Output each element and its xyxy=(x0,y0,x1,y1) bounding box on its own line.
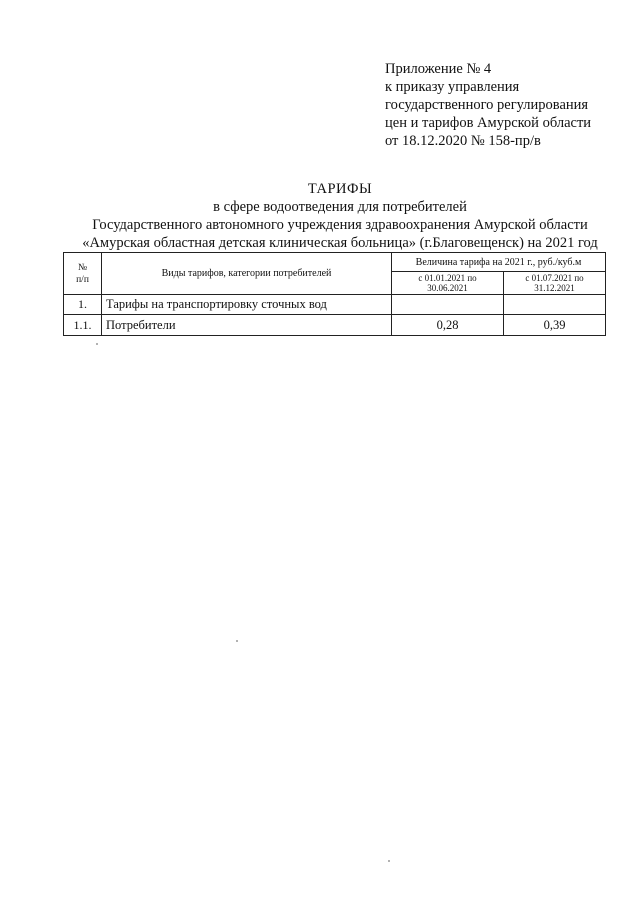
header-number-line2: п/п xyxy=(76,274,89,285)
table-header-row xyxy=(64,253,606,272)
document-title: ТАРИФЫ xyxy=(307,181,373,197)
header-kind: Виды тарифов, категории потребителей xyxy=(102,253,392,295)
row-name: Тарифы на транспортировку сточных вод xyxy=(102,295,392,315)
row-number: 1.1. xyxy=(64,315,102,336)
header-number xyxy=(64,253,102,295)
header-period-2-line2: 31.12.2021 xyxy=(534,283,575,293)
heading-line: в сфере водоотведения для потребителей xyxy=(213,199,467,215)
row-value-period-1: 0,28 xyxy=(392,315,504,336)
scan-speck xyxy=(236,640,238,642)
table-row xyxy=(64,295,606,315)
header-period-1 xyxy=(392,272,504,295)
row-number: 1. xyxy=(64,295,102,315)
heading-line: Государственного автономного учреждения здравоохранения Амурской области xyxy=(92,217,588,233)
appendix-line: Приложение № 4 xyxy=(385,61,492,77)
heading-line: «Амурская областная детская клиническая больница» (г.Благовещенск) на 2021 год xyxy=(82,235,598,251)
scan-speck xyxy=(96,343,98,345)
header-period-1-line1: с 01.01.2021 по xyxy=(418,273,477,283)
tariffs-table xyxy=(63,252,606,336)
appendix-block xyxy=(385,60,625,150)
header-value: Величина тарифа на 2021 г., руб./куб.м xyxy=(392,253,606,272)
row-value-period-2 xyxy=(504,295,606,315)
header-period-2-line1: с 01.07.2021 по xyxy=(525,273,584,283)
row-value-period-1 xyxy=(392,295,504,315)
header-period-2 xyxy=(504,272,606,295)
appendix-line: от 18.12.2020 № 158-пр/в xyxy=(385,133,541,149)
row-name: Потребители xyxy=(102,315,392,336)
table-row xyxy=(64,315,606,336)
row-value-period-2: 0,39 xyxy=(504,315,606,336)
appendix-line: цен и тарифов Амурской области xyxy=(385,115,592,131)
appendix-line: государственного регулирования xyxy=(385,97,589,113)
document-heading xyxy=(60,180,620,252)
scan-speck xyxy=(388,860,390,862)
header-period-1-line2: 30.06.2021 xyxy=(427,283,468,293)
appendix-line: к приказу управления xyxy=(385,79,520,95)
header-number-line1: № xyxy=(77,262,88,273)
